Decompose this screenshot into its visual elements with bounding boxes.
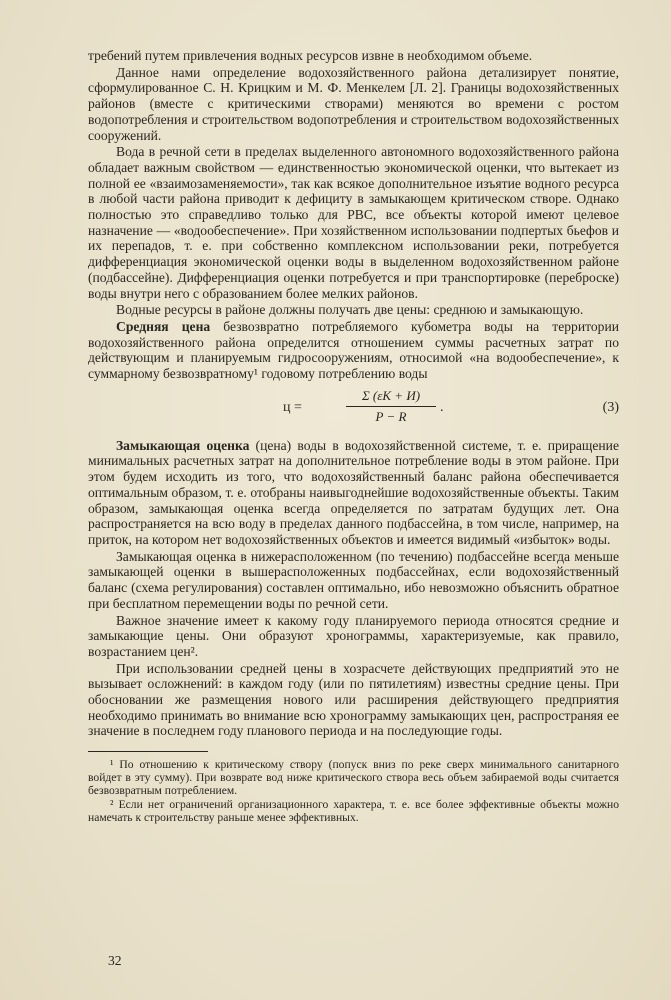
- paragraph-usage: При использовании средней цены в хозрасчете действующих предприятий это не вызывает осложнений: в каждом году (или по пятилетиям) известны средние цены. При обосновании же размещения нового или расширения действующего предприятия необходимо принимать во внимание всю хронограмму замыкающих цен, распространяя ее значение в последнем году планового периода и на последующие годы.: [88, 660, 619, 739]
- paragraph-average-price: [88, 319, 619, 382]
- formula-number: (3): [602, 399, 619, 415]
- formula-lhs: ц =: [283, 399, 302, 415]
- paragraph-definition: Данное нами определение водохозяйственного района детализирует понятие, сформулированное С. Н. Крицким и М. Ф. Менкелем [Л. 2]. Границы водохозяйственных районов (вместе с критическими створами) меняются во времени с ростом водопотребления и строительством водопотребления и строительством водохозяйственных сооружений.: [88, 64, 619, 143]
- footnote-2: ² Если нет ограничений организационного характера, т. е. все более эффективные объекты можно намечать к строительству раньше менее эффективных.: [88, 798, 619, 825]
- paragraph-downstream: Замыкающая оценка в нижерасположенном (по течению) подбассейне всегда меньше замыкающей оценки в вышерасположенных подбассейнах, если водохозяйственный баланс (схема регулирования) составлен оптимально, ибо невозможно объяснить обратное при бесплатном перемещении воды по речной сети.: [88, 548, 619, 611]
- paragraph-water-property: Вода в речной сети в пределах выделенного автономного водохозяйственного района обладает важным свойством — единственностью экономической оценки, что вытекает из полной ее «взаимозаменяемости», так как всякое дополнительное изъятие водного ресурса в любой части района приводит к дефициту в замыкающем критическом створе. Однако полностью это справедливо только для РВС, все объекты которой имеют целевое назначение — «водообеспечение». При хозяйственном использовании подпертых бьефов и их перепадов, т. е. при собственно комплексном использовании реки, потребуется дифференциация экономической оценки воды в выделенном водохозяйственном районе (подбассейне). Дифференциация оценки потребуется и при транспортировке (переброске) воды внутри него с образованием более мелких районов.: [88, 144, 619, 301]
- paragraph-continued: требений путем привлечения водных ресурсов извне в необходимом объеме.: [88, 48, 533, 63]
- page-number: 32: [108, 953, 122, 968]
- footnote-divider: [88, 751, 208, 752]
- term-closing-price: Замыкающая оценка: [116, 437, 250, 453]
- paragraph-chronograms: Важное значение имеет к какому году планируемого периода относятся средние и замыкающие цены. Они образуют хронограммы, характеризуемые, как правило, возрастанием цен².: [88, 612, 619, 659]
- formula-dot: .: [440, 399, 444, 415]
- formula-fraction: [346, 388, 436, 425]
- closing-price-text: (цена) воды в водохозяйственной системе, т. е. приращение минимальных расчетных затрат на дополнительное потребление воды в этом районе. При этом будем исходить из того, что водохозяйственный баланс района обеспечивается оптимальным образом, т. е. отобраны наивыгоднейшие водохозяйственные объекты. Таким образом, замыкающая оценка всегда определяется по затратам будущих лет. Она распространяется на всю воду в пределах данного подбассейна, в том числе, например, на приток, на котором нет водохозяйственных объектов и имеется видимый «избыток» воды.: [88, 437, 619, 547]
- average-price-text: безвозвратно потребляемого кубометра воды на территории водохозяйственного района определится отношением суммы расчетных затрат по действующим и планируемым гидросооружениям, относимой «на водообеспечение», к суммарному безвозвратному¹ годовому потреблению воды: [88, 318, 620, 382]
- paragraph-closing-price: [88, 438, 619, 548]
- formula-3: [88, 386, 619, 432]
- formula-numerator: Σ (εK + И): [346, 388, 436, 407]
- paragraph-two-prices: Водные ресурсы в районе должны получать две цены: среднюю и замыкающую.: [116, 302, 584, 318]
- formula-denominator: P − R: [375, 408, 407, 424]
- term-average-price: Средняя цена: [116, 318, 211, 334]
- footnote-1: ¹ По отношению к критическому створу (попуск вниз по реке сверх минимального санитарного войдет в эту сумму). При возврате вод ниже критического створа весь объем забираемой воды считается безвозвратным потреблением.: [88, 758, 619, 798]
